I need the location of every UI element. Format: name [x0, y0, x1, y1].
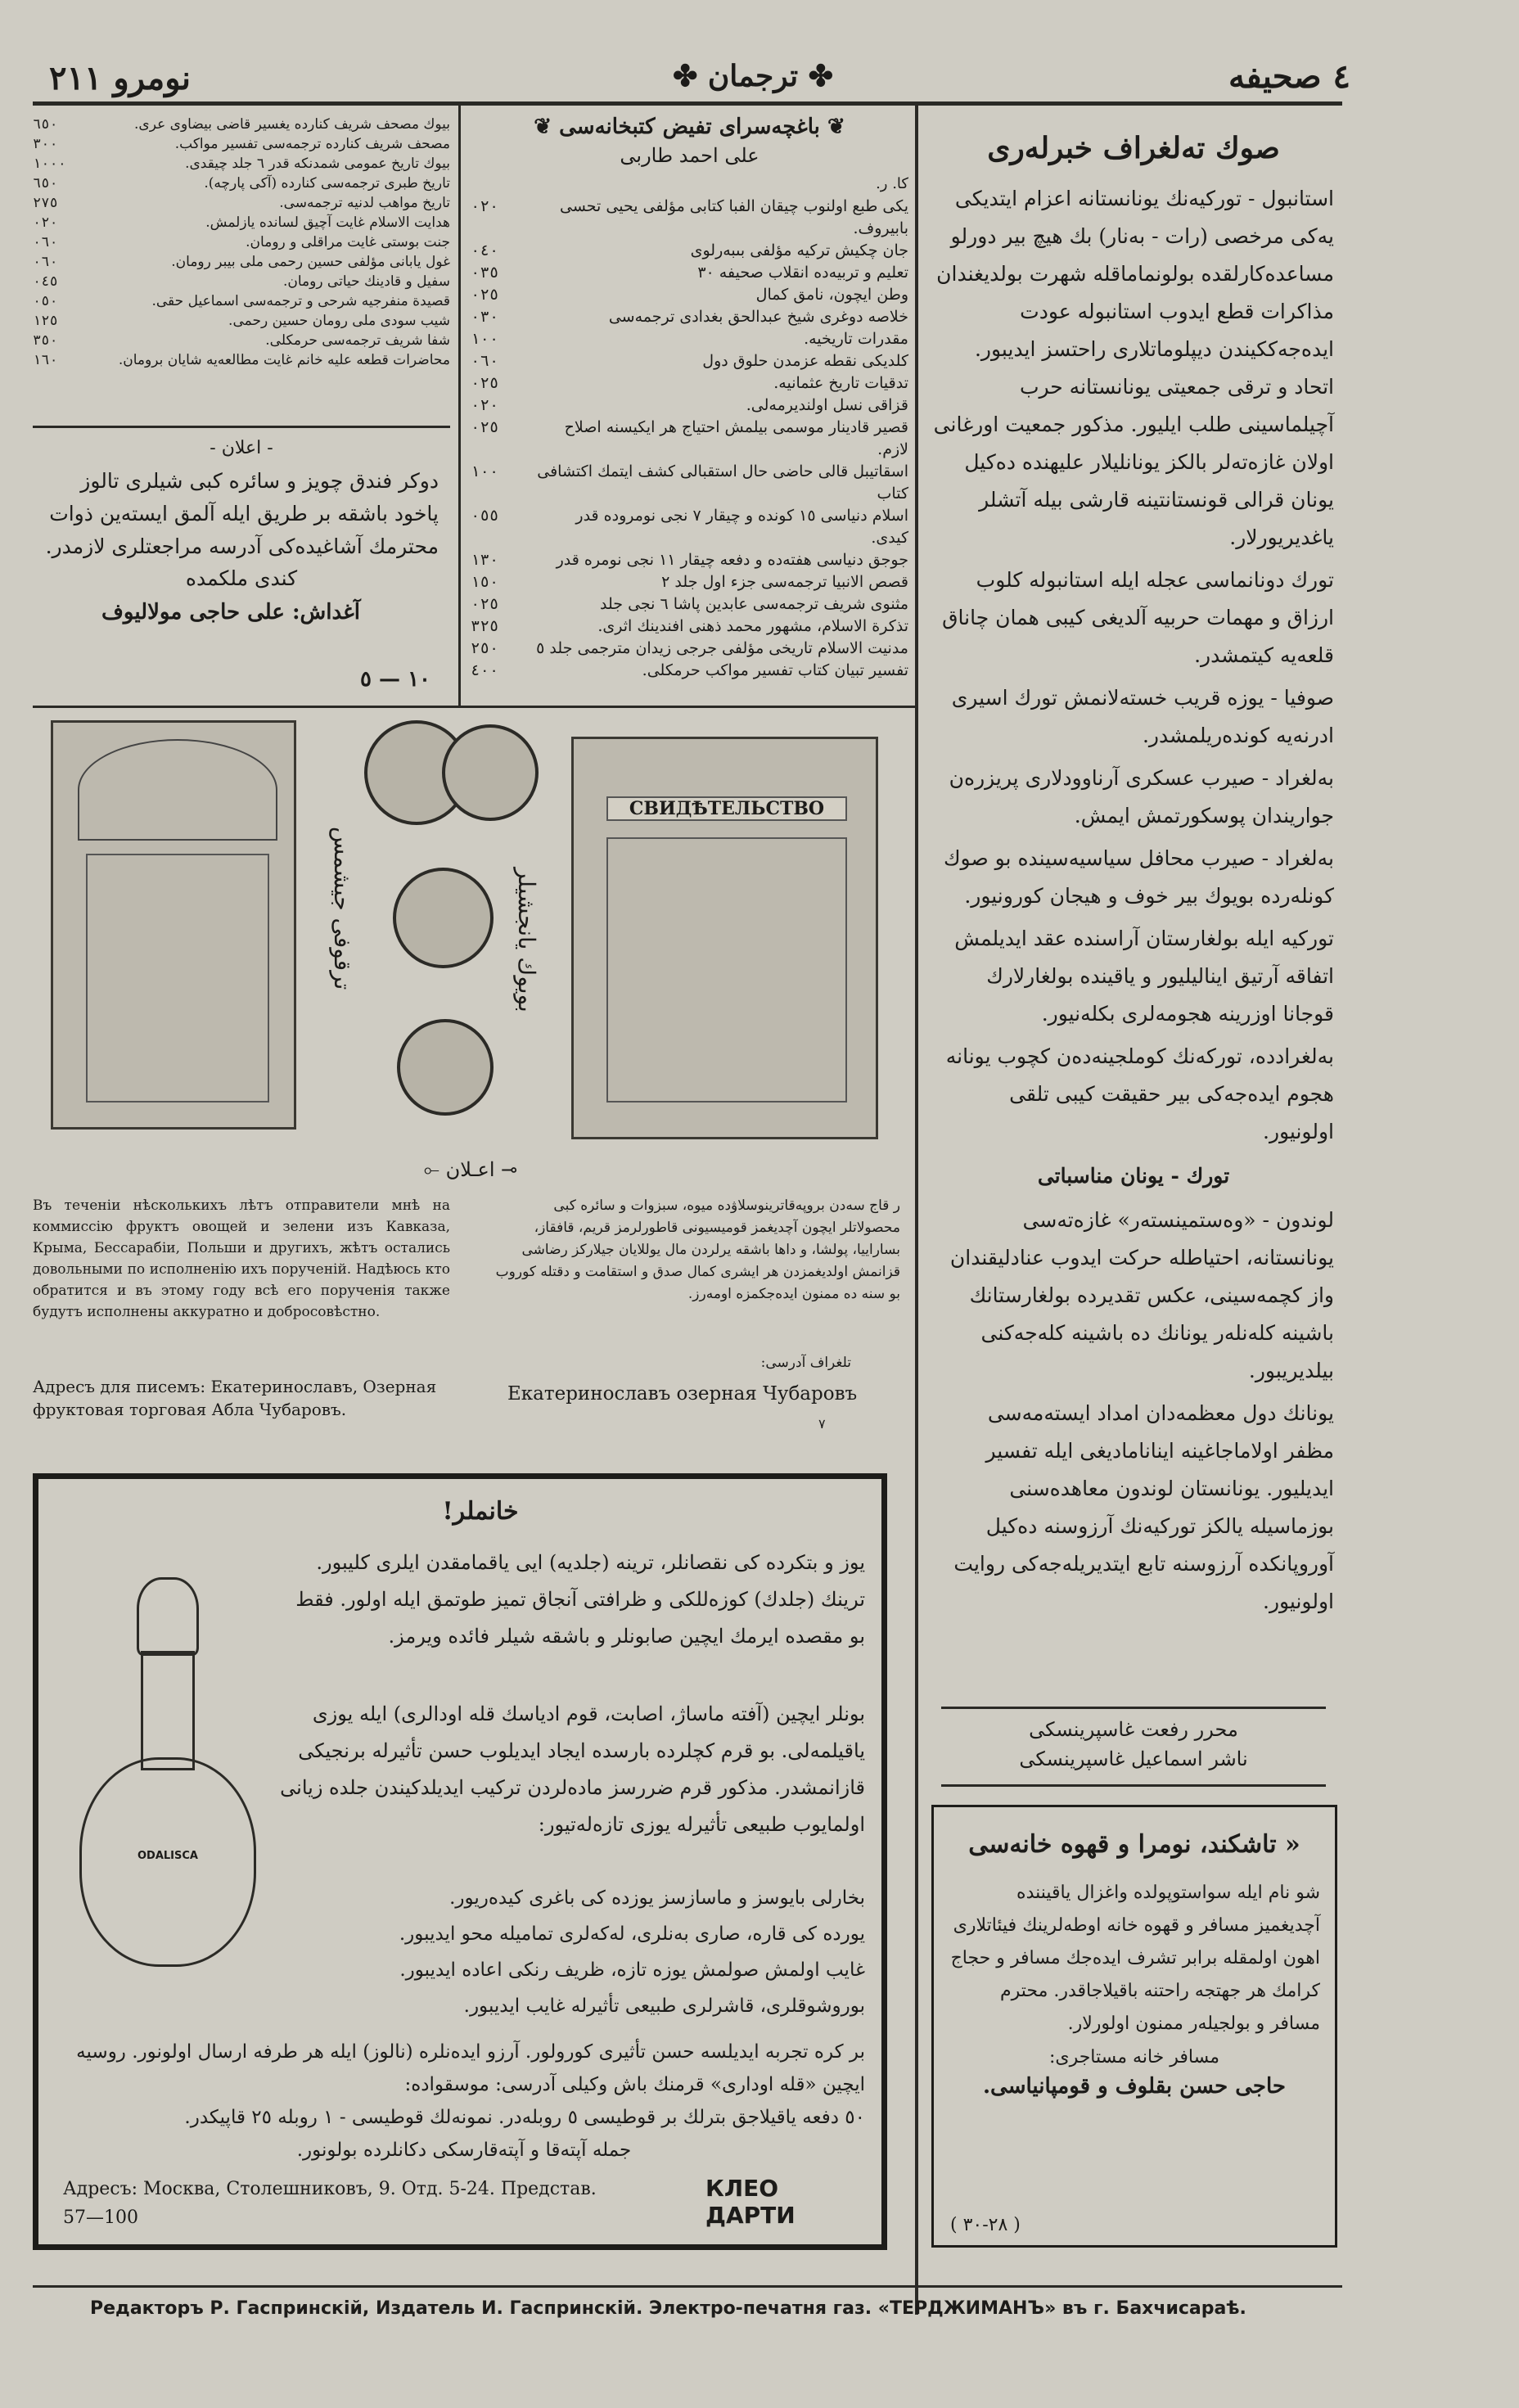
elan1-signature: آغداش: على حاجى مولاليوف	[101, 600, 360, 625]
cosmetics-p2: بونلر ايچين (آفتە ماساژ، اصابت، قوم ادياسك قله اودالرى) ايله يوزى ياقيلمەلى. بو قرم كچلرده بارسده ايجاد ايديلوب حسن تأثيرله برنجيكى قازانمشدر. مذكور قرم ضررسز مادەلردن تركيب ايديلدكيندن جلده زيانى اولمايوب طبيعى تأثيرله يوزى تازەلەتيور:	[280, 1702, 865, 1836]
price-list-rule	[33, 426, 450, 428]
tashkent-title: « تاشكند، نومرا و قهوه خانەسى	[968, 1830, 1300, 1859]
tashkent-ad	[931, 1805, 1337, 2248]
list-item-text: وطن ايچون، نامق كمال	[755, 286, 908, 304]
price-row	[33, 252, 450, 272]
medal-icon	[393, 868, 494, 968]
list-item-price: ١٦٠	[33, 352, 58, 368]
elan2-number: ٧	[818, 1416, 826, 1432]
list-item-price: ٠٤٥	[33, 273, 58, 290]
cosmetics-address: Адресъ: Москва, Столешниковъ, 9. Отд. 5-24. Представ.	[63, 2179, 597, 2199]
list-item-price: ٣٠٠	[33, 136, 58, 152]
list-item-price: ٠٢٥	[471, 595, 499, 613]
certificate-title: СВИДѢТЕЛЬСТВО	[606, 796, 847, 821]
list-item-text: سفيل و قادينك حياتى رومان.	[282, 273, 450, 290]
ornament-icon: ⊸	[494, 1158, 518, 1181]
price-row	[33, 115, 450, 134]
news-column	[933, 123, 1334, 1626]
certificate-image	[571, 737, 878, 1139]
list-item-text: جوجق دنياسى هفتەده و دفعه چيقار ١١ نجى نومره قدر	[556, 551, 908, 569]
column-rule-mid	[458, 105, 461, 706]
list-item-text: قصير قادينار موسمى بيلمش احتياج هر ايكيسنه اصلاح لازم.	[564, 418, 908, 458]
list-item-price: ٠٢٠	[471, 197, 499, 215]
list-item-price: ١٢٥	[33, 313, 58, 329]
book-row	[471, 616, 908, 638]
book-row	[471, 306, 908, 328]
bookstore-price-header: كا. ر.	[876, 175, 908, 192]
telegraph-title: صوك تەلغراف خبرلەری	[987, 131, 1280, 165]
book-row	[471, 284, 908, 306]
list-item-price: ٤٠٠	[471, 661, 499, 679]
book-row	[471, 549, 908, 571]
list-item-text: شفا شريف ترجمەسى حرمكلى.	[265, 332, 450, 349]
list-item-price: ١٠٠	[471, 330, 499, 348]
masthead-ornament-left: ✤	[673, 59, 708, 93]
book-row	[471, 240, 908, 262]
price-row	[33, 174, 450, 193]
medal-portrait-icon	[397, 1019, 494, 1116]
list-item-text: مصحف شريف كنارده ترجمەسى تفسير مواكب.	[174, 136, 450, 152]
list-item-price: ١٥٠	[471, 573, 499, 591]
bookstore-block	[471, 115, 908, 682]
section-title: تورك - يونان مناسباتى	[1037, 1164, 1230, 1188]
list-item-text: تاريخ طبرى ترجمەسى كنارده (آكى پارچه).	[204, 175, 450, 192]
list-item-price: ٠٢٥	[471, 286, 499, 304]
cosmetics-ad	[33, 1473, 887, 2250]
list-item-price: ٠٣٥	[471, 264, 499, 282]
elan1-number: ١٠ — ٥	[360, 667, 431, 692]
list-item-text: مثنوى شريف ترجمەسى عابدين پاشا ٦ نجى جلد	[600, 595, 908, 613]
news-paragraph: بەلغراد - صيرب عسكرى آرناوودلارى پريزرەن جواريندان پوسكورتمش ايمش.	[949, 766, 1334, 827]
elan2-ru-address: Адресъ для писемъ: Екатеринославъ, Озерная фруктовая торговая Абла Чубаровъ.	[33, 1377, 437, 1419]
price-list	[33, 115, 450, 370]
list-item-text: بيوك تاريخ عمومى شمدنكه قدر ٦ جلد چيقدى.	[185, 156, 450, 172]
book-row	[471, 350, 908, 372]
bottle-body-icon	[79, 1757, 256, 1967]
elan1-title: - اعلان -	[210, 438, 273, 458]
list-item-price: ٠٦٠	[33, 234, 58, 250]
bullet-item: بوروشوقلرى، قاشرلرى طبيعى تأثيرله غايب ايديبور.	[463, 1995, 865, 2017]
issue-number: نومرو ٢١١	[49, 59, 191, 97]
bookstore-title	[471, 115, 908, 139]
list-item-price: ٠٢٠	[471, 396, 499, 414]
price-items	[33, 115, 450, 370]
diploma-left-image	[51, 720, 296, 1130]
news-paragraph: بەلغراد - صيرب محافل سياسيەسينده بو صوك كونلەرده بويوك بير خوف و هيجان كورونيور.	[943, 846, 1334, 908]
bottle-neck-icon	[141, 1651, 195, 1770]
list-item-text: قصص الانبيا ترجمەسى جزء اول جلد ٢	[661, 573, 908, 591]
elan2-tt-label: تلغراف آدرسى:	[760, 1355, 851, 1371]
list-item-price: ٣٢٥	[471, 617, 499, 635]
ornament-icon: ❦	[819, 115, 845, 139]
book-row	[471, 571, 908, 593]
price-row	[33, 350, 450, 370]
list-item-text: تاريخ مواهب لدنيه ترجمەسى.	[279, 195, 450, 211]
book-row	[471, 372, 908, 395]
diploma-right-caption: بويوك يانجشيلر	[513, 868, 540, 1012]
list-item-text: مقدرات تاريخيه.	[804, 330, 908, 348]
ornament-icon: ❦	[534, 115, 560, 139]
page-number: ٤ صحيفه	[1228, 57, 1350, 96]
book-row	[471, 660, 908, 682]
list-item-text: تفسير تبيان كتاب تفسير مواكب حرمكلى.	[642, 661, 908, 679]
tashkent-owner-label: مسافر خانه مستاجرى:	[1048, 2047, 1220, 2068]
cosmetics-p5: جمله آپتەقا و آپتەقارسكى دكانلرده بولونور.	[296, 2140, 632, 2161]
book-row	[471, 262, 908, 284]
book-row	[471, 593, 908, 616]
tashkent-owner: حاجى حسن بقلوف و قومپانياسى.	[982, 2074, 1286, 2099]
bullet-item: يورده كى قاره، صارى بەنلرى، لەكەلرى تماميله محو ايديبور.	[399, 1923, 865, 1945]
book-row	[471, 461, 908, 505]
price-row	[33, 291, 450, 311]
list-item-price: ٢٧٥	[33, 195, 58, 211]
book-row	[471, 417, 908, 461]
bookstore-list	[471, 196, 908, 682]
list-item-price: ٠٤٠	[471, 241, 499, 259]
editors-rule-top	[941, 1707, 1326, 1709]
list-item-price: ١٠٠	[471, 462, 499, 480]
list-item-price: ١٠٠٠	[33, 156, 66, 172]
footer-rule	[33, 2285, 1342, 2288]
list-item-price: ٠٢٥	[471, 374, 499, 392]
list-item-price: ٠٦٠	[471, 352, 499, 370]
bullet-item: بخارلى بايوسز و ماسازسز يوزده كى باغرى كيدەريور.	[449, 1887, 865, 1909]
diploma-crown-ornament	[78, 739, 277, 841]
price-row	[33, 272, 450, 291]
list-item-text: يكى طبع اولنوب چيقان الفبا كتابى مؤلفى يحيى تحسى بابيروف.	[560, 197, 908, 237]
cosmetics-title: خانملر!	[442, 1497, 519, 1526]
masthead-ornament-right: ✤	[798, 59, 833, 93]
editors-block	[941, 1715, 1326, 1774]
book-row	[471, 505, 908, 549]
news-paragraph: استانبول - توركيەنك يونانستانه اعزام ايتديكى يەكى مرخصى (رات - بەنار) بك هيچ بير دورلو مساعدەكارلقده بولونماماقله شهرت بولديغندان مذاكرات قطع ايدوب استانبوله عودت ايدەجەككيندن ديپلوماتلارى راحتسز ايديبور. اتحاد و ترقى جمعيتى يونانستانه حرب آچيلماسينى طلب ايليور. مذكور جمعيت اورغانى اولان غازەتەلر بالكز يونانليلار عليهنده دەكيل يونان قرالى قونستانتينه قارشى بيله آتشلر ياغديريورلار.	[933, 187, 1334, 549]
list-item-price: ٠٥٠	[33, 293, 58, 309]
book-row	[471, 328, 908, 350]
bookstore-name: باغچەسراى تفيض كتبخانەسى	[559, 115, 820, 139]
news-paragraph: لوندون - «وەستمينستەر» غازەتەسى يونانستانه، احتياطله حركت ايدوب عنادليقندان واز كچمەسينى، عكس تقديرده بولغارستانك باشينه كلەنلەر يونانك ده باشينه كلەجەكنى بيلديريبور.	[949, 1208, 1334, 1382]
list-item-price: ٣٥٠	[33, 332, 58, 349]
list-item-price: ٦٥٠	[33, 116, 58, 133]
list-item-text: محاضرات قطعه عليه خانم غايت مطالعەيه شايان برومان.	[118, 352, 450, 368]
news-paragraph: بەلغرادده، توركەنك كوملجينەدەن كچوب يونانه هجوم ايدەجەكى بير حقيقت كيبى تلقى اولونيور.	[945, 1044, 1334, 1143]
elan2-title-row	[33, 1158, 908, 1181]
news-paragraph: صوفيا - يوزه قريب خستەلانمش تورك اسيرى ادرنەيه كوندەريلمشدر.	[951, 686, 1334, 747]
column-rule-right	[915, 105, 918, 2315]
header-rule	[33, 101, 1342, 106]
ornament-icon: ⟜	[423, 1158, 446, 1181]
list-item-text: تدقيات تاريخ عثمانيه.	[773, 374, 908, 392]
elan2-tt-address: Екатеринославъ озерная Чубаровъ	[507, 1383, 858, 1405]
elan1-block	[33, 438, 450, 692]
masthead	[655, 59, 851, 93]
book-row	[471, 638, 908, 660]
list-item-text: هدايت الاسلام غايت آچيق لسانده يازلمش.	[205, 214, 450, 231]
price-row	[33, 213, 450, 232]
diploma-left-caption: ترقوفى جيشمس	[329, 827, 356, 990]
list-item-text: قزاقى نسل اولنديرمه‌لى.	[746, 396, 908, 414]
list-item-price: ٠٦٠	[33, 254, 58, 270]
medal-icon	[442, 724, 539, 821]
list-item-text: جنت بوستى غايت مراقلى و رومان.	[246, 234, 450, 250]
cosmetics-bullets	[276, 1880, 865, 2024]
list-item-price: ٠٢٠	[33, 214, 58, 231]
price-row	[33, 193, 450, 213]
list-item-text: كلديكى نقطه عزمدن حلوق دول	[702, 352, 908, 370]
editors-rule-bottom	[941, 1784, 1326, 1787]
cosmetics-p3: بر كره تجربه ايديلسه حسن تأثيرى كورولور. آرزو ايدەنلره (نالوز) ايله هر طرفه ارسال اولونور. روسيه ايچين «قله اودارى» قرمنك باش وكيلى آدرسى: موسقواده:	[76, 2041, 865, 2095]
list-item-text: جان چكيش تركيه مؤلفى بىبەرلوى	[690, 241, 908, 259]
cosmetics-number: 57—100	[63, 2207, 138, 2228]
bookstore-owner: على احمد طاربى	[620, 144, 760, 167]
list-item-text: خلاصه دوغرى شيخ عبدالحق بغدادى ترجمەسى	[608, 308, 908, 326]
list-item-price: ٠٥٥	[471, 507, 499, 525]
list-item-text: شيب سودى ملى رومان حسين رحمى.	[228, 313, 450, 329]
editor-name: محرر رفعت غاسپرينسكى	[1029, 1718, 1238, 1741]
cosmetics-brand: КЛЕО ДАРТИ	[705, 2175, 796, 2229]
price-row	[33, 232, 450, 252]
news-paragraph: تورك دونانماسى عجله ايله استانبوله كلوب ارزاق و مهمات حربيه آلديغى كيبى همان چاناق قلعەيه كيتمشدر.	[942, 568, 1334, 667]
bottle-stopper-icon	[137, 1577, 199, 1656]
list-item-text: غول يابانى مؤلفى حسين رحمى ملى بيبر رومان.	[171, 254, 450, 270]
list-item-price: ٦٥٠	[33, 175, 58, 192]
list-item-price: ٠٢٥	[471, 418, 499, 436]
perfume-bottle-image	[63, 1577, 272, 1978]
list-item-text: مدنيت الاسلام تاريخى مؤلفى جرجى زيدان مترجمى جلد ٥	[536, 639, 908, 657]
publisher-name: ناشر اسماعيل غاسپرينسكى	[1019, 1747, 1248, 1770]
price-row	[33, 331, 450, 350]
cosmetics-p1: يوز و بتكرده كى نقصانلر، ترينه (جلديه) ايى ياقمامقدن ايلرى كليبور. ترينك (جلدك) كوزەللكى و ظرافتى آنجاق تميز طوتمق ايله اولور. فقط بو مقصده ايرمك ايچين صابونلر و باشقه شيلر فائده ويرمز.	[295, 1551, 865, 1648]
news-paragraph: توركيه ايله بولغارستان آراسنده عقد ايديلمش اتفاقه آرتيق ايناليليور و ياقينده بولغارلارك قوجانا اوزرينه هجومەلرى بكلەنيور.	[954, 927, 1334, 1026]
certificate-text-area	[606, 837, 847, 1103]
list-item-text: اسقاتيبل قالى حاضى حال استقبالى كشف ايتمك اكتشافى كتاب	[537, 462, 908, 503]
list-item-price: ٠٣٠	[471, 308, 499, 326]
diploma-frame	[86, 854, 269, 1103]
elan2-title: اعـلان	[445, 1158, 495, 1181]
price-row	[33, 134, 450, 154]
price-row	[33, 154, 450, 174]
list-item-text: قصيدة منفرجيه شرحى و ترجمەسى اسماعيل حقى.	[151, 293, 450, 309]
tashkent-text: شو نام ايله سواستوپولده واغزال ياقيننده آچديغميز مسافر و قهوه خانه اوطەلرينك فيئاتلارى اهون اولمقله برابر تشرف ايدەجك مسافر و حجاج كرامك هر جهتجه راحتنه باقيلاجاقدر. محترم مسافر و بولجيلەر ممنون اولورلار.	[950, 1883, 1320, 2034]
list-item-text: تعليم و تربيەده انقلاب صحيفه ٣٠	[697, 264, 908, 282]
section-rule	[33, 706, 915, 708]
cosmetics-p4: ٥٠ دفعه ياقيلاجق بترلك بر قوطيسى ٥ روبله‌در. نمونه‌لك قوطيسى - ١ روبله ٢٥ قاپيكدر.	[184, 2107, 865, 2128]
list-item-text: تذكرة الاسلام، مشهور محمد ذهنى افندينك اثرى.	[597, 617, 908, 635]
elan2-ru-text: Въ теченіи нѣсколькихъ лѣтъ отправители мнѣ на коммиссію фруктъ овощей и зелени изъ Кавказа, Крыма, Бессарабіи, Польши и другихъ, жѣтъ остались довольными по исполненію ихъ порученій. Надѣюсь кто обратится и въ этому году всѣ его порученія также будутъ исполнены аккуратно и добросовѣстно.	[33, 1197, 450, 1320]
footer-imprint: Редакторъ Р. Гаспринскій, Издатель И. Гаспринскій. Электро-печатня газ. «ТЕРДЖИМАНЪ» въ г. Бахчисараѣ.	[90, 2298, 1246, 2319]
bullet-item: غايب اولمش صولمش يوزه تازه، ظريف رنكى اعاده ايديبور.	[399, 1959, 865, 1981]
list-item-price: ٢٥٠	[471, 639, 499, 657]
list-item-text: اسلام دنياسى ١٥ كونده و چيقار ٧ نجى نومروده قدر كيدى.	[575, 507, 908, 547]
masthead-title: ترجمان	[707, 59, 799, 93]
list-item-text: بيوك مصحف شريف كنارده يغسير قاضى بيضاوى عرى.	[134, 116, 450, 133]
elan1-place: كندى ملكمده	[185, 566, 298, 590]
bottle-label: ODALISCA	[137, 1850, 198, 1862]
elan2-tt-text: ر قاج سەدن بروپەقاترينوسلاۋده ميوه، سبزوات و سائره كبى محصولاتلر ايچون آچديغمز قوميسيونى قاطورلرمز قريم، قافقاز، بساراييا، پولشا، و داها باشقه يرلردن مال يوللايان جيلاركز رضاشى قزانمش اولديغمزدن هر ايشرى كمال صدق و استقامت و دقتله كوروب بو سنه ده ممنون ايدەجكمزه اومەرز.	[495, 1197, 900, 1302]
book-row	[471, 196, 908, 240]
news-paragraph: يونانك دول معظمەدان امداد ايستەمەسى مظفر اولاماجاغينه ايناناماديغى ايله تفسير ايديليور. يونانستان لوندون معاهدەسنى بوزماسيله يالكز توركيەنك آرزوسنه دەكيل آوروپانكده آرزوسنه تابع ايتديريلەجەكى روايت اولونيور.	[953, 1401, 1334, 1613]
tashkent-number: ( ٢٨-٣٠ )	[950, 2215, 1021, 2235]
elan1-text: دوكر فندق چويز و سائره كبى شيلرى تالوز پاخود باشقه بر طريق ايله آلمق ايستەين ذوات محترمك آشاغيدەكى آدرسه مراجعتلرى لازمدر.	[45, 469, 439, 558]
price-row	[33, 311, 450, 331]
list-item-price: ١٣٠	[471, 551, 499, 569]
book-row	[471, 395, 908, 417]
